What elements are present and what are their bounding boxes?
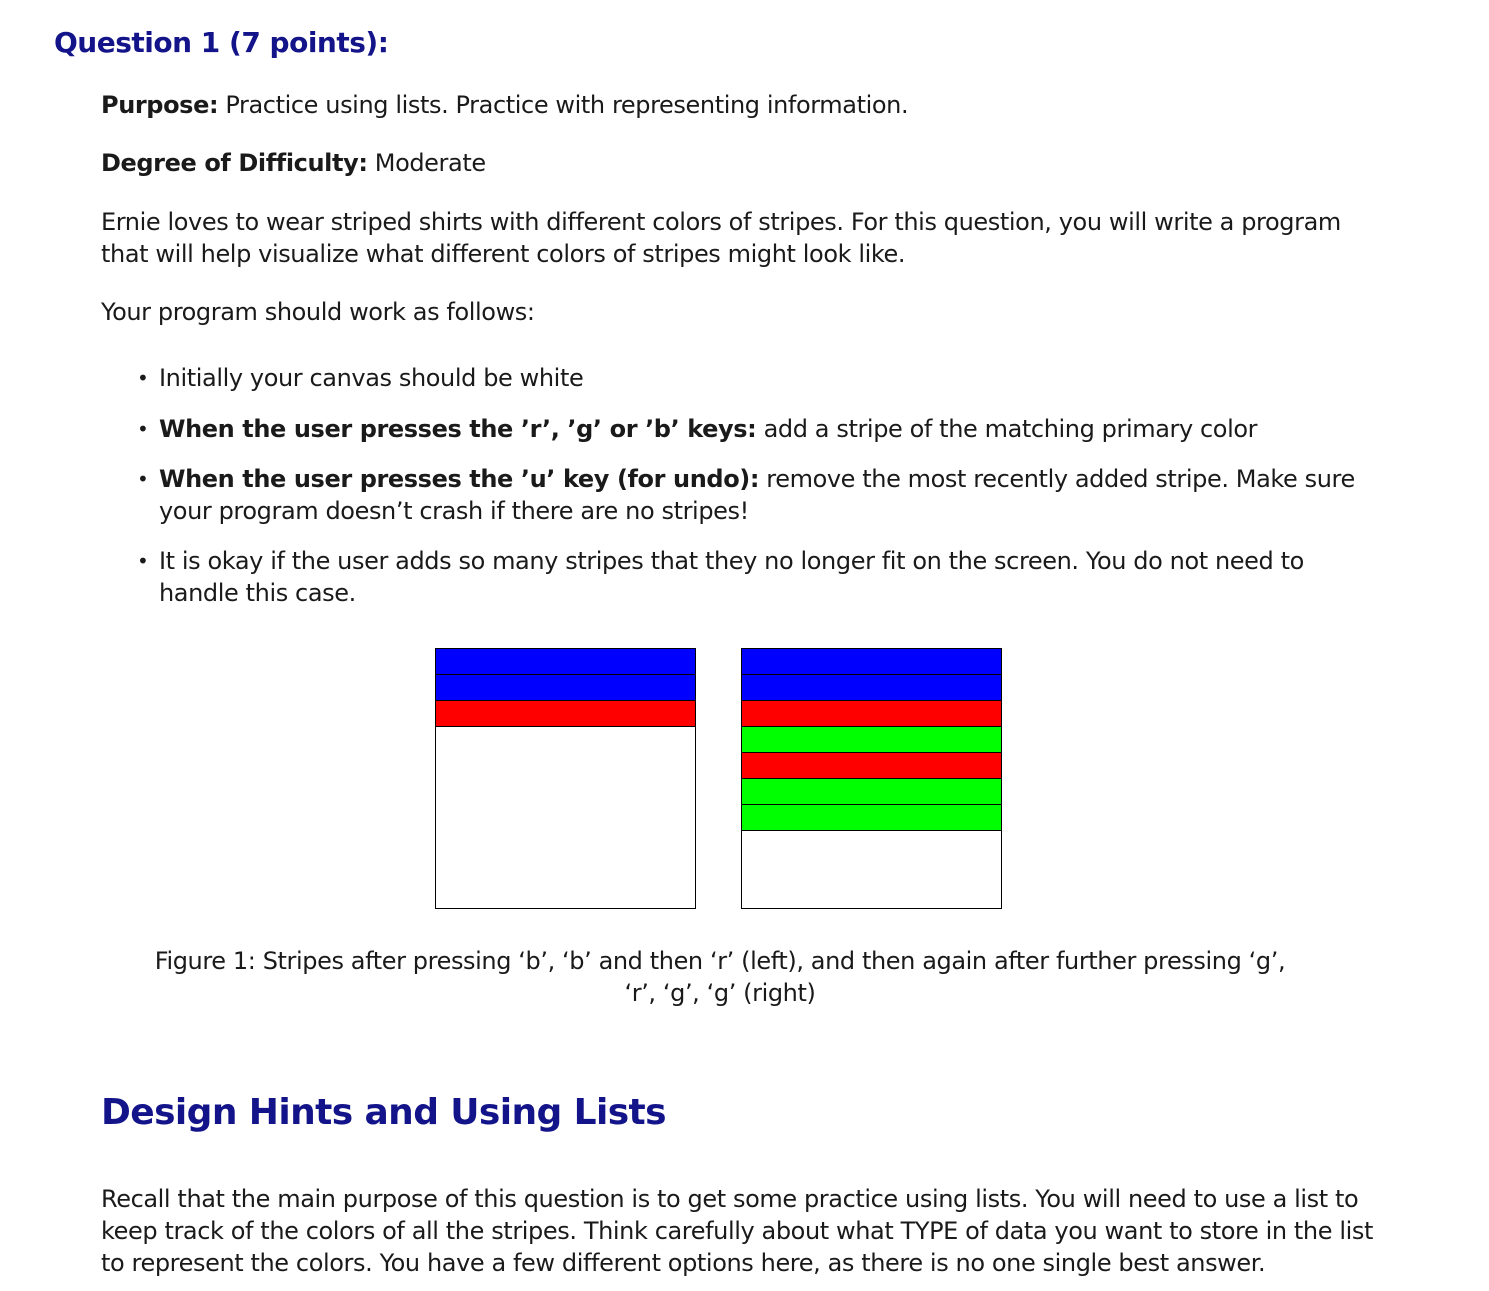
figure-caption: Figure 1: Stripes after pressing ‘b’, ‘b’ and then ‘r’ (left), and then again after further pressing ‘g’, ‘r’, ‘g’, ‘g’ (right) xyxy=(154,947,1286,1007)
difficulty-line xyxy=(101,147,1386,179)
bullet-bold: When the user presses the ’r’, ’g’ or ’b’ keys: xyxy=(159,415,757,443)
difficulty-text: Moderate xyxy=(367,149,486,177)
purpose-text: Practice using lists. Practice with representing information. xyxy=(218,91,909,119)
stripe xyxy=(742,753,1001,779)
stripe-canvas-right xyxy=(741,648,1002,909)
bullet-text: remove the most recently added stripe. Make sure your program doesn’t crash if there are no stripes! xyxy=(159,465,1355,525)
list-item xyxy=(101,545,1386,609)
program-intro: Your program should work as follows: xyxy=(101,298,535,326)
bullet-icon: • xyxy=(137,366,149,390)
stripe xyxy=(436,649,695,675)
question-title: Question 1 (7 points): xyxy=(54,26,389,59)
stripe xyxy=(742,649,1001,675)
purpose-line xyxy=(101,89,1386,121)
design-hints-paragraph: Recall that the main purpose of this question is to get some practice using lists. You will need to use a list to keep track of the colors of all the stripes. Think carefully about what TYPE of data you want to store in the list to represent the colors. You have a few different options here, as there is no one single best answer. xyxy=(101,1185,1373,1277)
intro-paragraph: Ernie loves to wear striped shirts with different colors of stripes. For this question, you will write a program that will help visualize what different colors of stripes might look like. xyxy=(101,208,1341,268)
bullet-text: add a stripe of the matching primary color xyxy=(756,415,1258,443)
stripe xyxy=(436,675,695,701)
bullet-bold: When the user presses the ’u’ key (for undo): xyxy=(159,465,760,493)
list-item xyxy=(101,463,1386,527)
stripe xyxy=(436,701,695,727)
list-item xyxy=(101,413,1386,445)
stripe xyxy=(742,727,1001,753)
list-item xyxy=(101,362,1386,394)
stripe xyxy=(742,701,1001,727)
purpose-label: Purpose: xyxy=(101,91,219,119)
stripe xyxy=(742,805,1001,831)
requirements-list xyxy=(101,362,1386,609)
bullet-icon: • xyxy=(137,549,149,573)
bullet-text: Initially your canvas should be white xyxy=(159,364,584,392)
difficulty-label: Degree of Difficulty: xyxy=(101,149,368,177)
stripe xyxy=(742,779,1001,805)
stripe xyxy=(742,675,1001,701)
bullet-text: It is okay if the user adds so many stripes that they no longer fit on the screen. You do not need to handle this case. xyxy=(159,547,1304,607)
stripe-canvas-left xyxy=(435,648,696,909)
bullet-icon: • xyxy=(137,467,149,491)
section-title: Design Hints and Using Lists xyxy=(101,1092,666,1133)
bullet-icon: • xyxy=(137,417,149,441)
